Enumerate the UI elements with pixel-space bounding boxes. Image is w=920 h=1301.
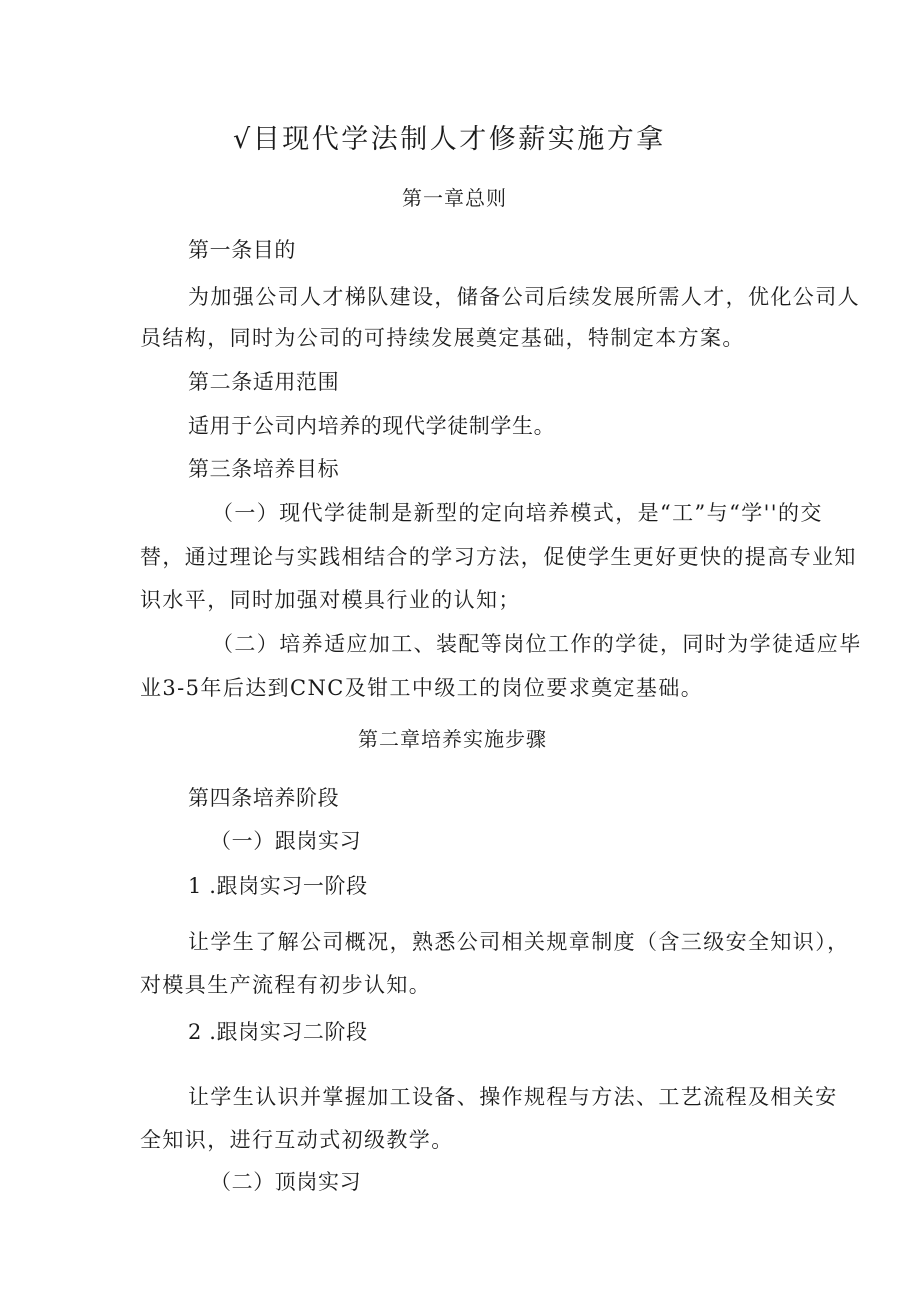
article-2-text: 适用于公司内培养的现代学徒制学生。	[188, 414, 556, 438]
stage-2-text-line: 全知识，进行互动式初级教学。	[140, 1128, 454, 1152]
section-1-heading: （一）跟岗实习	[210, 829, 362, 853]
article-3-item-1-line: （一）现代学徒制是新型的定向培养模式，是“工”与“学''的交	[212, 501, 823, 525]
stage-2-text-line: 让学生认识并掌握加工设备、操作规程与方法、工艺流程及相关安	[188, 1085, 838, 1109]
article-3-item-2-line: （二）培养适应加工、装配等岗位工作的学徒，同时为学徒适应毕	[212, 632, 862, 656]
stage-1-heading: 1 .跟岗实习一阶段	[188, 874, 368, 898]
article-3-item-2-line: 业3-5年后达到CNC及钳工中级工的岗位要求奠定基础。	[140, 676, 704, 700]
article-1-text-line: 为加强公司人才梯队建设，储备公司后续发展所需人才，优化公司人	[188, 285, 860, 309]
article-2-heading: 第二条适用范围	[188, 370, 340, 394]
article-1-text-line: 员结构，同时为公司的可持续发展奠定基础，特制定本方案。	[140, 326, 745, 350]
chapter-1-heading: 第一章总则	[402, 186, 507, 210]
article-3-item-1-line: 识水平，同时加强对模具行业的认知；	[140, 588, 521, 612]
chapter-2-heading: 第二章培养实施步骤	[358, 727, 547, 751]
article-1-heading: 第一条目的	[188, 238, 296, 262]
stage-1-text-line: 让学生了解公司概况，熟悉公司相关规章制度（含三级安全知识），	[188, 930, 850, 954]
document-title: √目现代学法制人才修薪实施方拿	[233, 124, 666, 155]
article-3-item-1-line: 替，通过理论与实践相结合的学习方法，促使学生更好更快的提高专业知	[140, 545, 857, 569]
stage-2-heading: 2 .跟岗实习二阶段	[188, 1020, 368, 1044]
stage-1-text-line: 对模具生产流程有初步认知。	[140, 973, 432, 997]
article-3-heading: 第三条培养目标	[188, 457, 340, 481]
article-4-heading: 第四条培养阶段	[188, 786, 340, 810]
section-2-heading: （二）顶岗实习	[210, 1170, 362, 1194]
